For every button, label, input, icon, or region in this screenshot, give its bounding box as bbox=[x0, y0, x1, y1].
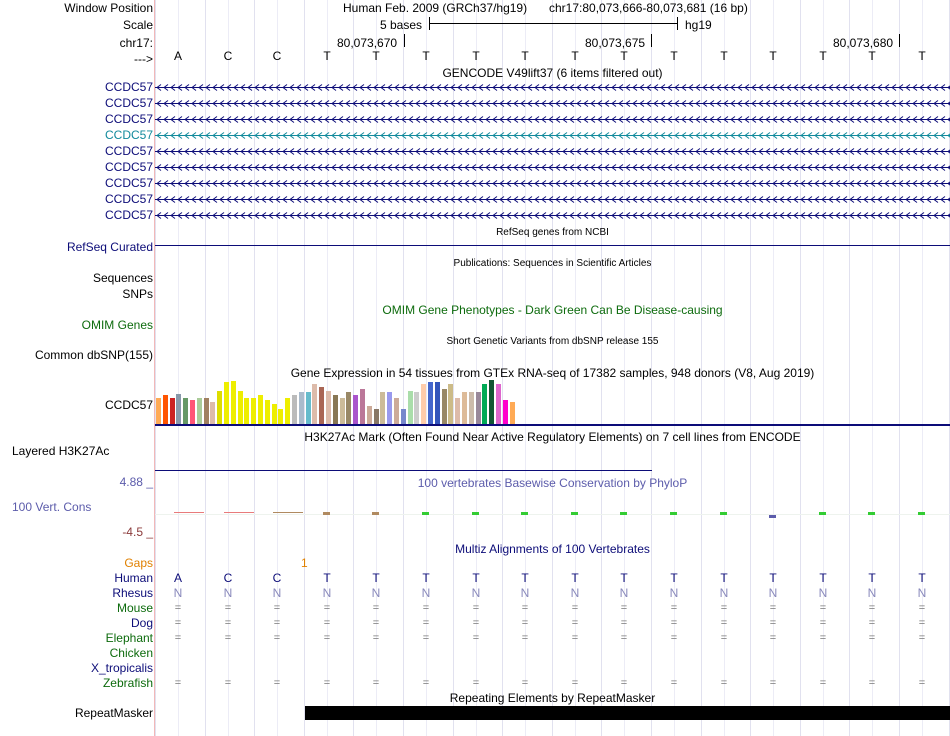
rhesus-base: N bbox=[669, 586, 679, 600]
match-symbol: = bbox=[174, 617, 182, 629]
rhesus-base: N bbox=[371, 586, 381, 600]
match-symbol: = bbox=[521, 602, 529, 614]
gencode-gene-label[interactable]: CCDC57 bbox=[104, 144, 153, 158]
match-symbol: = bbox=[372, 602, 380, 614]
gtex-tissue-bar[interactable] bbox=[482, 384, 487, 424]
scale-label: Scale bbox=[122, 18, 153, 32]
match-symbol: = bbox=[620, 677, 628, 689]
phylop-label[interactable]: 100 Vert. Cons bbox=[12, 500, 92, 514]
match-symbol: = bbox=[720, 602, 728, 614]
match-symbol: = bbox=[273, 602, 281, 614]
match-symbol: = bbox=[571, 632, 579, 644]
phylop-value-mark bbox=[372, 512, 379, 515]
human-base: C bbox=[223, 571, 233, 585]
phylop-value-mark bbox=[571, 512, 578, 515]
match-symbol: = bbox=[620, 632, 628, 644]
human-base: T bbox=[521, 571, 529, 585]
gtex-tissue-bar[interactable] bbox=[299, 392, 304, 424]
scale-text: 5 bases bbox=[380, 18, 423, 32]
match-symbol: = bbox=[372, 677, 380, 689]
dbsnp-label[interactable]: Common dbSNP(155) bbox=[34, 348, 153, 362]
gtex-tissue-bar[interactable] bbox=[462, 392, 467, 424]
species-label: X_tropicalis bbox=[90, 661, 153, 675]
refseq-title: RefSeq genes from NCBI bbox=[496, 227, 609, 238]
alignment-row bbox=[155, 571, 950, 585]
coord-tick-mark-2 bbox=[651, 34, 652, 47]
rhesus-base: N bbox=[322, 586, 332, 600]
gtex-tissue-bar[interactable] bbox=[265, 400, 270, 424]
match-symbol: = bbox=[422, 632, 430, 644]
phylop-value-mark bbox=[273, 512, 303, 513]
match-symbol: = bbox=[670, 617, 678, 629]
gtex-tissue-bar[interactable] bbox=[448, 384, 453, 424]
human-base: T bbox=[769, 571, 777, 585]
human-base: T bbox=[918, 571, 926, 585]
match-symbol: = bbox=[720, 617, 728, 629]
gtex-gene-line bbox=[155, 424, 950, 426]
rhesus-base: N bbox=[421, 586, 431, 600]
gtex-tissue-bar[interactable] bbox=[408, 391, 413, 424]
match-symbol: = bbox=[472, 602, 480, 614]
gtex-gene-label[interactable]: CCDC57 bbox=[104, 398, 153, 412]
h3k27ac-baseline bbox=[155, 470, 652, 471]
gtex-tissue-bar[interactable] bbox=[197, 398, 202, 424]
gtex-tissue-bar[interactable] bbox=[394, 398, 399, 424]
base-letter: T bbox=[918, 49, 926, 63]
human-base: A bbox=[173, 571, 182, 585]
match-symbol: = bbox=[224, 677, 232, 689]
gtex-tissue-bar[interactable] bbox=[176, 394, 181, 424]
match-symbol: = bbox=[224, 602, 232, 614]
repeatmasker-title: Repeating Elements by RepeatMasker bbox=[449, 691, 656, 705]
match-symbol: = bbox=[670, 602, 678, 614]
gencode-gene-line[interactable] bbox=[155, 99, 950, 108]
match-symbol: = bbox=[273, 677, 281, 689]
human-base: T bbox=[670, 571, 678, 585]
match-symbol: = bbox=[273, 617, 281, 629]
gencode-gene-line[interactable] bbox=[155, 83, 950, 92]
rhesus-base: N bbox=[223, 586, 233, 600]
match-symbol: = bbox=[224, 617, 232, 629]
gencode-gene-line[interactable] bbox=[155, 131, 950, 140]
match-symbol: = bbox=[769, 632, 777, 644]
gtex-tissue-bar[interactable] bbox=[401, 409, 406, 424]
match-symbol: = bbox=[571, 677, 579, 689]
match-symbol: = bbox=[918, 677, 926, 689]
match-symbol: = bbox=[323, 617, 331, 629]
gencode-gene-line[interactable] bbox=[155, 211, 950, 220]
gtex-tissue-bar[interactable] bbox=[442, 389, 447, 424]
gtex-tissue-bar[interactable] bbox=[367, 406, 372, 424]
phylop-value-mark bbox=[819, 512, 826, 515]
match-symbol: = bbox=[670, 677, 678, 689]
gtex-tissue-bar[interactable] bbox=[306, 392, 311, 424]
phylop-value-mark bbox=[918, 512, 925, 515]
alignment-row bbox=[155, 631, 950, 645]
human-base: T bbox=[720, 571, 728, 585]
base-letter: T bbox=[769, 49, 777, 63]
gencode-gene-label[interactable]: CCDC57 bbox=[104, 208, 153, 222]
match-symbol: = bbox=[670, 632, 678, 644]
rhesus-base: N bbox=[471, 586, 481, 600]
gencode-gene-label[interactable]: CCDC57 bbox=[104, 96, 153, 110]
h3k27ac-label[interactable]: Layered H3K27Ac bbox=[12, 444, 110, 458]
match-symbol: = bbox=[174, 632, 182, 644]
repeatmasker-element[interactable] bbox=[305, 706, 950, 720]
omim-title: OMIM Gene Phenotypes - Dark Green Can Be Disease-causing bbox=[382, 303, 723, 317]
human-base: T bbox=[819, 571, 827, 585]
gtex-title: Gene Expression in 54 tissues from GTEx RNA-seq of 17382 samples, 948 donors (V8, Aug 2019) bbox=[290, 366, 815, 380]
rhesus-base: N bbox=[272, 586, 282, 600]
gtex-tissue-bar[interactable] bbox=[278, 409, 283, 424]
gtex-bar-chart[interactable] bbox=[155, 380, 950, 424]
match-symbol: = bbox=[472, 677, 480, 689]
match-symbol: = bbox=[422, 677, 430, 689]
h3k27ac-title: H3K27Ac Mark (Often Found Near Active Regulatory Elements) on 7 cell lines from ENCODE bbox=[304, 430, 801, 444]
refseq-label[interactable]: RefSeq Curated bbox=[66, 240, 153, 254]
match-symbol: = bbox=[174, 677, 182, 689]
match-symbol: = bbox=[571, 617, 579, 629]
window-position-label: Window Position bbox=[64, 1, 153, 15]
match-symbol: = bbox=[422, 617, 430, 629]
gencode-gene-label[interactable]: CCDC57 bbox=[104, 128, 153, 142]
match-symbol: = bbox=[323, 602, 331, 614]
alignment-row bbox=[155, 601, 950, 615]
gtex-tissue-bar[interactable] bbox=[510, 402, 515, 424]
match-symbol: = bbox=[323, 677, 331, 689]
match-symbol: = bbox=[323, 632, 331, 644]
gtex-tissue-bar[interactable] bbox=[183, 398, 188, 424]
phylop-value-mark bbox=[323, 512, 330, 515]
match-symbol: = bbox=[868, 632, 876, 644]
gtex-tissue-bar[interactable] bbox=[258, 395, 263, 424]
species-label: Zebrafish bbox=[102, 676, 153, 690]
match-symbol: = bbox=[620, 617, 628, 629]
match-symbol: = bbox=[868, 617, 876, 629]
gtex-tissue-bar[interactable] bbox=[469, 392, 474, 424]
gtex-tissue-bar[interactable] bbox=[496, 384, 501, 424]
phylop-value-mark bbox=[521, 512, 528, 515]
base-letter: T bbox=[422, 49, 430, 63]
scale-bar-right-tick bbox=[677, 17, 678, 30]
repeatmasker-label[interactable]: RepeatMasker bbox=[74, 706, 153, 720]
match-symbol: = bbox=[819, 632, 827, 644]
match-symbol: = bbox=[521, 632, 529, 644]
match-symbol: = bbox=[868, 602, 876, 614]
coord-tick-1: 80,073,670 bbox=[337, 36, 398, 50]
alignment-row bbox=[155, 676, 950, 690]
gtex-tissue-bar[interactable] bbox=[333, 395, 338, 424]
base-letter: C bbox=[223, 49, 233, 63]
base-letter: T bbox=[372, 49, 380, 63]
rhesus-base: N bbox=[570, 586, 580, 600]
base-letter: T bbox=[571, 49, 579, 63]
match-symbol: = bbox=[174, 602, 182, 614]
gtex-tissue-bar[interactable] bbox=[346, 392, 351, 424]
rhesus-base: N bbox=[917, 586, 927, 600]
gtex-tissue-bar[interactable] bbox=[285, 398, 290, 424]
match-symbol: = bbox=[819, 677, 827, 689]
match-symbol: = bbox=[720, 677, 728, 689]
match-symbol: = bbox=[769, 617, 777, 629]
gtex-tissue-bar[interactable] bbox=[353, 395, 358, 424]
rhesus-base: N bbox=[867, 586, 877, 600]
rhesus-base: N bbox=[719, 586, 729, 600]
gtex-tissue-bar[interactable] bbox=[292, 395, 297, 424]
gencode-gene-line[interactable] bbox=[155, 115, 950, 124]
gaps-label: Gaps bbox=[124, 556, 153, 570]
gtex-tissue-bar[interactable] bbox=[163, 395, 168, 424]
omim-label[interactable]: OMIM Genes bbox=[81, 318, 153, 332]
gtex-tissue-bar[interactable] bbox=[217, 391, 222, 424]
coord-tick-2: 80,073,675 bbox=[585, 36, 646, 50]
gtex-tissue-bar[interactable] bbox=[340, 398, 345, 424]
phylop-value-mark bbox=[472, 512, 479, 515]
gencode-gene-label[interactable]: CCDC57 bbox=[104, 176, 153, 190]
match-symbol: = bbox=[422, 602, 430, 614]
match-symbol: = bbox=[472, 632, 480, 644]
gtex-tissue-bar[interactable] bbox=[380, 392, 385, 424]
phylop-min-label: -4.5 _ bbox=[122, 525, 153, 539]
coord-tick-mark-3 bbox=[899, 34, 900, 47]
match-symbol: = bbox=[224, 632, 232, 644]
strand-label: ---> bbox=[134, 52, 153, 66]
gtex-tissue-bar[interactable] bbox=[251, 398, 256, 424]
gtex-tissue-bar[interactable] bbox=[231, 381, 236, 424]
gtex-tissue-bar[interactable] bbox=[360, 389, 365, 424]
match-symbol: = bbox=[720, 632, 728, 644]
phylop-value-mark bbox=[670, 512, 677, 515]
rhesus-base: N bbox=[619, 586, 629, 600]
gtex-tissue-bar[interactable] bbox=[374, 409, 379, 424]
gtex-tissue-bar[interactable] bbox=[238, 391, 243, 424]
dbsnp-title: Short Genetic Variants from dbSNP release 155 bbox=[446, 336, 659, 347]
phylop-value-mark bbox=[720, 512, 727, 515]
base-letter: T bbox=[323, 49, 331, 63]
human-base: T bbox=[868, 571, 876, 585]
match-symbol: = bbox=[372, 632, 380, 644]
gencode-gene-label[interactable]: CCDC57 bbox=[104, 192, 153, 206]
publications-snps-label[interactable]: SNPs bbox=[122, 287, 153, 301]
gtex-tissue-bar[interactable] bbox=[244, 398, 249, 424]
position-text: chr17:80,073,666-80,073,681 (16 bp) bbox=[549, 1, 748, 15]
gencode-title: GENCODE V49lift37 (6 items filtered out) bbox=[442, 66, 663, 80]
base-letter: A bbox=[173, 49, 182, 63]
browser-track-image[interactable] bbox=[155, 0, 950, 736]
scale-bar bbox=[429, 23, 677, 24]
phylop-value-mark bbox=[224, 512, 254, 513]
base-letter: T bbox=[819, 49, 827, 63]
phylop-title: 100 vertebrates Basewise Conservation by PhyloP bbox=[417, 476, 688, 490]
gtex-tissue-bar[interactable] bbox=[503, 400, 508, 424]
base-letter: T bbox=[521, 49, 529, 63]
base-letter: T bbox=[620, 49, 628, 63]
gtex-tissue-bar[interactable] bbox=[170, 398, 175, 424]
alignment-row bbox=[155, 616, 950, 630]
phylop-value-mark bbox=[422, 512, 429, 515]
base-letter: T bbox=[868, 49, 876, 63]
rhesus-base: N bbox=[818, 586, 828, 600]
gtex-tissue-bar[interactable] bbox=[272, 404, 277, 424]
refseq-gene-line[interactable] bbox=[155, 245, 950, 246]
rhesus-base: N bbox=[173, 586, 183, 600]
track-label-column bbox=[0, 0, 155, 736]
assembly-text: Human Feb. 2009 (GRCh37/hg19) bbox=[343, 1, 528, 15]
match-symbol: = bbox=[273, 632, 281, 644]
match-symbol: = bbox=[769, 677, 777, 689]
match-symbol: = bbox=[521, 617, 529, 629]
match-symbol: = bbox=[372, 617, 380, 629]
human-base: T bbox=[472, 571, 480, 585]
gtex-tissue-bar[interactable] bbox=[414, 392, 419, 424]
alignment-row bbox=[155, 586, 950, 600]
gencode-gene-line[interactable] bbox=[155, 195, 950, 204]
coord-tick-3: 80,073,680 bbox=[833, 36, 894, 50]
gtex-tissue-bar[interactable] bbox=[156, 398, 161, 424]
gtex-tissue-bar[interactable] bbox=[489, 380, 494, 424]
gtex-tissue-bar[interactable] bbox=[224, 382, 229, 424]
gtex-tissue-bar[interactable] bbox=[455, 398, 460, 424]
match-symbol: = bbox=[819, 617, 827, 629]
human-base: T bbox=[422, 571, 430, 585]
phylop-value-mark bbox=[769, 515, 776, 518]
gtex-tissue-bar[interactable] bbox=[319, 387, 324, 424]
gap-marker: 1 bbox=[301, 556, 308, 570]
species-label: Elephant bbox=[105, 631, 153, 645]
match-symbol: = bbox=[868, 677, 876, 689]
human-base: T bbox=[323, 571, 331, 585]
match-symbol: = bbox=[472, 617, 480, 629]
phylop-zero-line bbox=[155, 514, 950, 515]
gtex-tissue-bar[interactable] bbox=[312, 384, 317, 424]
human-base: T bbox=[571, 571, 579, 585]
gtex-tissue-bar[interactable] bbox=[476, 392, 481, 424]
species-label: Rhesus bbox=[112, 586, 153, 600]
gtex-tissue-bar[interactable] bbox=[326, 391, 331, 424]
publications-sequences-label[interactable]: Sequences bbox=[92, 271, 153, 285]
gtex-tissue-bar[interactable] bbox=[435, 382, 440, 424]
gencode-gene-line[interactable] bbox=[155, 147, 950, 156]
species-label: Mouse bbox=[116, 601, 153, 615]
base-letter: T bbox=[670, 49, 678, 63]
match-symbol: = bbox=[521, 677, 529, 689]
base-letter: T bbox=[472, 49, 480, 63]
gencode-gene-label[interactable]: CCDC57 bbox=[104, 80, 153, 94]
gtex-tissue-bar[interactable] bbox=[428, 382, 433, 424]
base-letter: C bbox=[272, 49, 282, 63]
gtex-tissue-bar[interactable] bbox=[421, 384, 426, 424]
human-base: T bbox=[620, 571, 628, 585]
phylop-value-mark bbox=[620, 512, 627, 515]
base-letter: T bbox=[720, 49, 728, 63]
publications-title: Publications: Sequences in Scientific Articles bbox=[453, 258, 652, 269]
match-symbol: = bbox=[819, 602, 827, 614]
db-text: hg19 bbox=[685, 18, 712, 32]
gencode-gene-line[interactable] bbox=[155, 163, 950, 172]
phylop-value-mark bbox=[868, 512, 875, 515]
match-symbol: = bbox=[571, 602, 579, 614]
match-symbol: = bbox=[769, 602, 777, 614]
chrom-label: chr17: bbox=[119, 36, 153, 50]
species-label: Dog bbox=[130, 616, 153, 630]
multiz-title: Multiz Alignments of 100 Vertebrates bbox=[455, 542, 650, 556]
coord-tick-mark-1 bbox=[404, 34, 405, 47]
rhesus-base: N bbox=[520, 586, 530, 600]
gencode-gene-line[interactable] bbox=[155, 179, 950, 188]
human-base: T bbox=[372, 571, 380, 585]
species-label: Human bbox=[114, 571, 153, 585]
human-base: C bbox=[272, 571, 282, 585]
gtex-tissue-bar[interactable] bbox=[204, 398, 209, 424]
species-label: Chicken bbox=[109, 646, 153, 660]
phylop-value-mark bbox=[174, 512, 204, 513]
match-symbol: = bbox=[918, 632, 926, 644]
gtex-tissue-bar[interactable] bbox=[190, 400, 195, 424]
gtex-tissue-bar[interactable] bbox=[210, 402, 215, 424]
rhesus-base: N bbox=[768, 586, 778, 600]
phylop-max-label: 4.88 _ bbox=[119, 475, 153, 489]
gtex-tissue-bar[interactable] bbox=[387, 392, 392, 424]
match-symbol: = bbox=[620, 602, 628, 614]
match-symbol: = bbox=[918, 602, 926, 614]
gencode-gene-label[interactable]: CCDC57 bbox=[104, 112, 153, 126]
match-symbol: = bbox=[918, 617, 926, 629]
gencode-gene-label[interactable]: CCDC57 bbox=[104, 160, 153, 174]
